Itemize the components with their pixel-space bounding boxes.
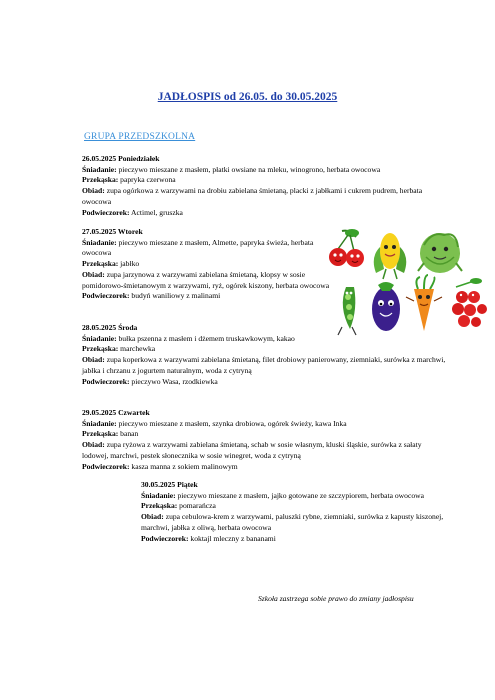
snack-line (82, 259, 332, 270)
lunch-label: Obiad: (82, 186, 105, 196)
day-block-monday (82, 154, 442, 218)
snack-text: marchewka (118, 344, 156, 354)
snack-line (82, 344, 447, 355)
lunch-text: zupa ryżowa z warzywami zabielana śmietaną, schab w sosie własnym, kluski śląskie, surówka z sałaty lodowej, marchwi, pestek słonecznika w sosie winegret, woda z cytryną (82, 440, 422, 460)
breakfast-label: Śniadanie: (82, 164, 117, 174)
afternoon-text: budyń waniliowy z malinami (129, 291, 221, 301)
lunch-text: zupa ogórkowa z warzywami na drobiu zabielana śmietaną, placki z jabłkami i cukrem pudrem, herbata owocowa (82, 186, 423, 206)
snack-text: pomarańcza (177, 501, 216, 511)
lunch-line (82, 270, 332, 291)
breakfast-line (82, 165, 442, 176)
pea-pod-icon (338, 287, 356, 335)
afternoon-line (82, 208, 442, 219)
afternoon-label: Podwieczorek: (82, 461, 130, 471)
snack-text: jabłko (118, 259, 140, 269)
cherries-icon (329, 229, 364, 267)
breakfast-label: Śniadanie: (82, 237, 117, 247)
day-date: 29.05.2025 Czwartek (82, 408, 150, 417)
snack-label: Przekąska: (82, 259, 119, 269)
breakfast-text: pieczywo mieszane z masłem, szynka drobiowa, ogórek świeży, kawa Inka (116, 418, 347, 428)
afternoon-line (82, 462, 447, 473)
snack-label: Przekąska: (141, 501, 178, 511)
snack-line (82, 175, 442, 186)
day-date: 26.05.2025 Poniedziałek (82, 154, 160, 163)
afternoon-text: pieczywo Wasa, rzodkiewka (129, 376, 218, 386)
afternoon-line (141, 534, 446, 545)
carrot-icon (406, 275, 442, 331)
snack-label: Przekąska: (82, 344, 119, 354)
day-date: 28.05.2025 Środa (82, 323, 138, 332)
lunch-line (82, 440, 447, 461)
breakfast-label: Śniadanie: (82, 418, 117, 428)
lunch-text: zupa jarzynowa z warzywami zabielana śmietaną, klopsy w sosie pomidorowo-śmietanowym z warzywami, ryż, ogórek kiszony, herbata owocowa (82, 269, 330, 290)
day-block-friday (141, 480, 446, 544)
snack-label: Przekąska: (82, 175, 119, 185)
lunch-line (82, 186, 442, 207)
day-block-thursday (82, 408, 447, 472)
breakfast-line (82, 334, 332, 345)
day-date: 27.05.2025 Wtorek (82, 227, 143, 236)
day-date: 30.05.2025 Piątek (141, 480, 198, 489)
breakfast-label: Śniadanie: (141, 490, 176, 500)
page-title: JADŁOSPIS od 26.05. do 30.05.2025 (157, 91, 338, 103)
afternoon-text: Actimel, gruszka (129, 207, 183, 217)
afternoon-label: Podwieczorek: (82, 376, 130, 386)
lunch-label: Obiad: (82, 355, 105, 365)
afternoon-line (82, 377, 447, 388)
lunch-text: zupa koperkowa z warzywami zabielana śmietaną, filet drobiowy panierowany, ziemniaki, surówka z marchwi, jabłka i chrzanu z jogurtem naturalnym, woda z cytryną (82, 355, 446, 375)
afternoon-label: Podwieczorek: (141, 533, 189, 543)
afternoon-text: koktajl mleczny z bananami (188, 533, 276, 543)
lunch-line (141, 512, 446, 533)
lunch-line (82, 355, 447, 376)
afternoon-text: kasza manna z sokiem malinowym (129, 461, 238, 471)
breakfast-label: Śniadanie: (82, 333, 117, 343)
breakfast-text: bułka pszenna z masłem i dżemem truskawkowym, kakao (116, 333, 295, 343)
cabbage-icon (418, 233, 462, 273)
breakfast-text: pieczywo mieszane z masłem, jajko gotowane ze szczypiorem, herbata owocowa (175, 490, 424, 500)
group-heading: GRUPA PRZEDSZKOLNA (84, 132, 196, 142)
disclaimer-note: Szkoła zastrzega sobie prawo do zmiany jadłospisu (258, 594, 414, 603)
day-block-tuesday (82, 227, 332, 302)
breakfast-line (82, 238, 332, 259)
corn-icon (374, 233, 407, 279)
snack-text: papryka czerwona (118, 175, 176, 185)
afternoon-label: Podwieczorek: (82, 207, 130, 217)
snack-text: banan (118, 429, 139, 439)
vegetables-illustration (328, 227, 490, 337)
afternoon-line (82, 291, 332, 302)
redcurrants-icon (452, 278, 487, 327)
breakfast-text: pieczywo mieszane z masłem, płatki owsiane na mleku, winogrono, herbata owocowa (116, 164, 381, 174)
snack-line (141, 501, 446, 512)
breakfast-text: pieczywo mieszane z masłem, Almette, papryka świeża, herbata owocowa (82, 237, 314, 258)
snack-line (82, 429, 447, 440)
afternoon-label: Podwieczorek: (82, 291, 130, 301)
lunch-label: Obiad: (141, 512, 164, 522)
snack-label: Przekąska: (82, 429, 119, 439)
eggplant-icon (372, 282, 400, 331)
lunch-label: Obiad: (82, 440, 105, 450)
lunch-text: zupa cebulowa-krem z warzywami, paluszki rybne, ziemniaki, surówka z kapusty kiszonej, marchwi, jabłka z oliwą, herbata owocowa (141, 512, 444, 532)
lunch-label: Obiad: (82, 269, 105, 279)
breakfast-line (82, 419, 447, 430)
breakfast-line (141, 491, 446, 502)
